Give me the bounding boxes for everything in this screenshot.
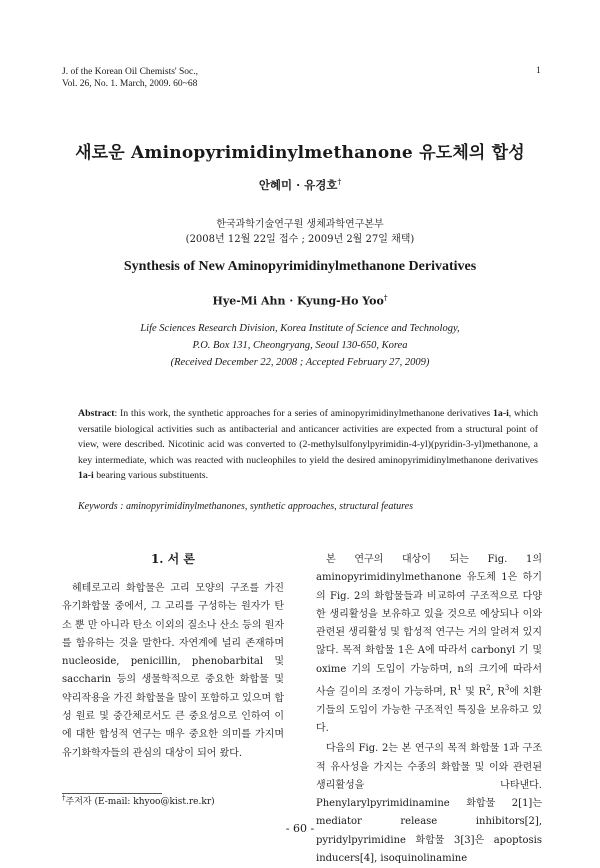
abstract-label: Abstract — [78, 408, 115, 419]
compound-ref: 1a-i — [78, 470, 94, 481]
abstract-text-2: , which versatile biological activities such as antibacterial and anticancer activities are expected from a structural point of view, were described. Nicotinic acid was converted to (2-methylsulfonylpyrimidin-4-yl)(pyridin-3-yl)methanone, a key intermediate, which was reacted with nucleophiles to yield the desired aminopyrimidinylmethanone derivatives — [78, 408, 539, 466]
english-dates: (Received December 22, 2008 ; Accepted February 27, 2009) — [170, 357, 430, 368]
paragraph: 다음의 Fig. 2는 본 연구의 목적 화합물 1과 구조적 유사성을 가지는 수종의 화합물 및 이와 관련된 생리활성을 나타낸다. Phenylarylpyrimidinamine 화합물 2[1]는 mediator release inhibitors[2], pyridylpyrimidine 화합물 3[3]은 apoptosis inducers[4], isoquinolinamine — [316, 743, 542, 865]
korean-affiliation — [0, 217, 600, 247]
compound-ref: 1a-i — [493, 408, 509, 419]
english-affiliation-line2: P.O. Box 131, Cheongryang, Seoul 130-650, Korea — [192, 340, 408, 351]
abstract-text-3: bearing various substituents. — [93, 470, 209, 481]
paragraph: 헤테로고리 화합물은 고리 모양의 구조를 가진 유기화합물 중에서, 그 고리를 구성하는 원자가 탄소 뿐 만 아니라 탄소 이외의 질소나 산소 등의 원자를 함유하는 것을 말한다. 자연계에 널리 존재하며 nucleoside, penicillin, phenobarbital 및 saccharin 등의 생물학적으로 중요한 화합물 및 약리작용을 가진 화합물을 많이 포함하고 있으며 합성 원료 및 중간체로서도 큰 중요성으로 인하여 이에 대한 합성적 연구는 매우 중요한 의미를 가지며 유기화학자들의 관심의 대상이 되어 왔다. — [62, 583, 284, 759]
journal-citation — [62, 66, 198, 90]
corresponding-author-mark: † — [337, 177, 342, 187]
superscript: 3 — [504, 684, 510, 693]
paragraph-text: 및 R — [461, 686, 487, 698]
section-heading: 1. 서 론 — [150, 552, 196, 566]
abstract-text-1: : In this work, the synthetic approaches for a series of aminopyrimidinylmethanone derivatives — [114, 408, 494, 419]
journal-volume: Vol. 26, No. 1. March, 2009. 60~68 — [62, 79, 198, 89]
footnote-mark: † — [62, 794, 66, 802]
korean-affiliation-name: 한국과학기술연구원 생체과학연구본부 — [216, 219, 384, 230]
paragraph-text: 본 연구의 대상이 되는 Fig. 1의 aminopyrimidinylmethanone 유도체 1은 하기의 Fig. 2의 화합물들과 비교하여 구조적으로 다양한 생리활성을 보유하고 있을 것으로 예상되나 이와 관련된 생리활성 및 합성적 연구는 거의 알려져 있지 않다. 목적 화합물 1은 A에 따라서 carbonyl 기 및 oxime 기의 도입이 가능하며, n의 크기에 따라서 사슬 길이의 조정이 가능하며, R — [316, 554, 542, 698]
keywords-text: : aminopyrimidinylmethanones, synthetic approaches, structural features — [117, 501, 413, 512]
english-affiliation-line1: Life Sciences Research Division, Korea Institute of Science and Technology, — [140, 323, 460, 334]
keywords — [78, 501, 538, 512]
english-title: Synthesis of New Aminopyrimidinylmethanone Derivatives — [123, 259, 477, 274]
korean-authors — [0, 177, 600, 193]
english-author-names: Hye-Mi Ahn · Kyung-Ho Yoo — [212, 294, 384, 308]
footnote-text: 주저자 (E-mail: khyoo@kist.re.kr) — [65, 797, 215, 807]
paragraph-text: 에 치환기들의 도입이 가능한 구조적인 특징을 보유하고 있다. — [316, 686, 543, 734]
keywords-label: Keywords — [78, 501, 118, 512]
corresponding-author-mark-en: † — [383, 293, 388, 302]
english-affiliation — [0, 320, 600, 371]
footnote — [62, 794, 215, 807]
paragraph-text: , R — [490, 686, 505, 698]
footer-page-number: - 60 - — [285, 822, 315, 835]
abstract — [78, 406, 538, 484]
body-left-column — [62, 580, 284, 763]
body-right-column — [316, 551, 542, 868]
header-page-number: 1 — [536, 66, 541, 76]
korean-author-names: 안혜미 · 유경호 — [258, 178, 338, 192]
journal-name: J. of the Korean Oil Chemists' Soc., — [62, 67, 199, 77]
english-authors — [0, 293, 600, 308]
korean-dates: (2008년 12월 22일 접수 ; 2009년 2월 27일 채택) — [185, 234, 415, 245]
korean-title: 새로운 Aminopyrimidinylmethanone 유도체의 합성 — [75, 143, 525, 163]
superscript: 2 — [486, 684, 491, 693]
paragraph — [316, 551, 542, 738]
superscript: 1 — [457, 684, 462, 693]
